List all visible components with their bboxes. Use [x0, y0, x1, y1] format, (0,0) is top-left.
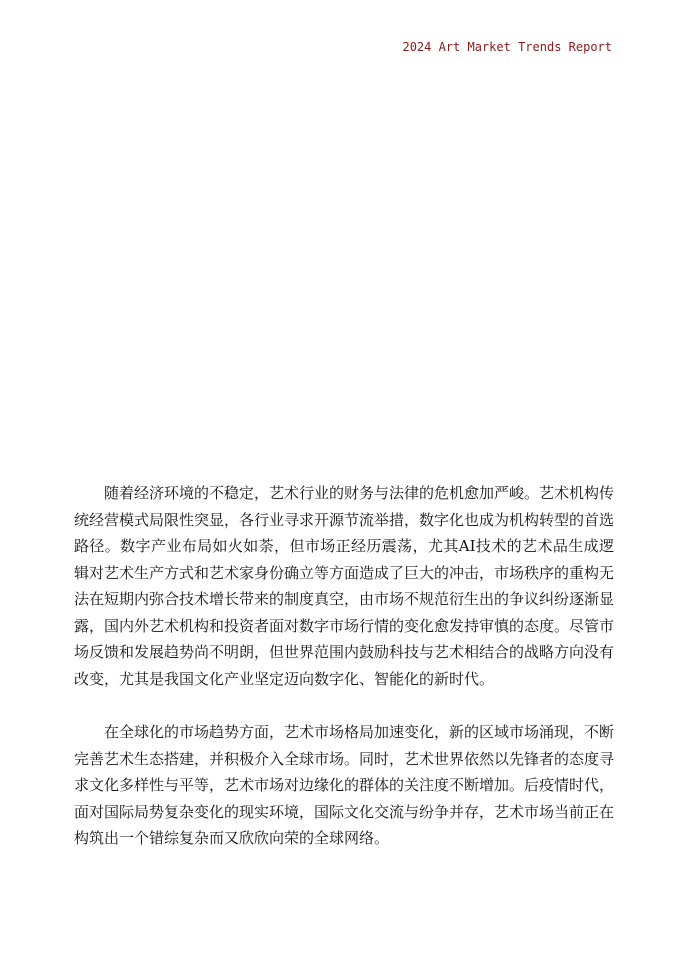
paragraph-digital-market: 随着经济环境的不稳定，艺术行业的财务与法律的危机愈加严峻。艺术机构传统经营模式局限性突显，各行业寻求开源节流举措，数字化也成为机构转型的首选路径。数字产业布局如火如荼，但市场正经历震荡，尤其AI技术的艺术品生成逻辑对艺术生产方式和艺术家身份确立等方面造成了巨大的冲击，市场秩序的重构无法在短期内弥合技术增长带来的制度真空，由市场不规范衍生出的争议纠纷逐渐显露，国内外艺术机构和投资者面对数字市场行情的变化愈发持审慎的态度。尽管市场反馈和发展趋势尚不明朗，但世界范围内鼓励科技与艺术相结合的战略方向没有改变，尤其是我国文化产业坚定迈向数字化、智能化的新时代。 — [74, 484, 615, 688]
report-header-title: 2024 Art Market Trends Report — [402, 40, 612, 54]
paragraph-global-market: 在全球化的市场趋势方面，艺术市场格局加速变化，新的区域市场涌现，不断完善艺术生态搭建，并积极介入全球市场。同时，艺术世界依然以先锋者的态度寻求文化多样性与平等，艺术市场对边缘化的群体的关注度不断增加。后疫情时代，面对国际局势复杂变化的现实环境，国际文化交流与纷争并存，艺术市场当前正在构筑出一个错综复杂而又欣欣向荣的全球网络。 — [74, 723, 615, 847]
body-text — [74, 480, 614, 852]
